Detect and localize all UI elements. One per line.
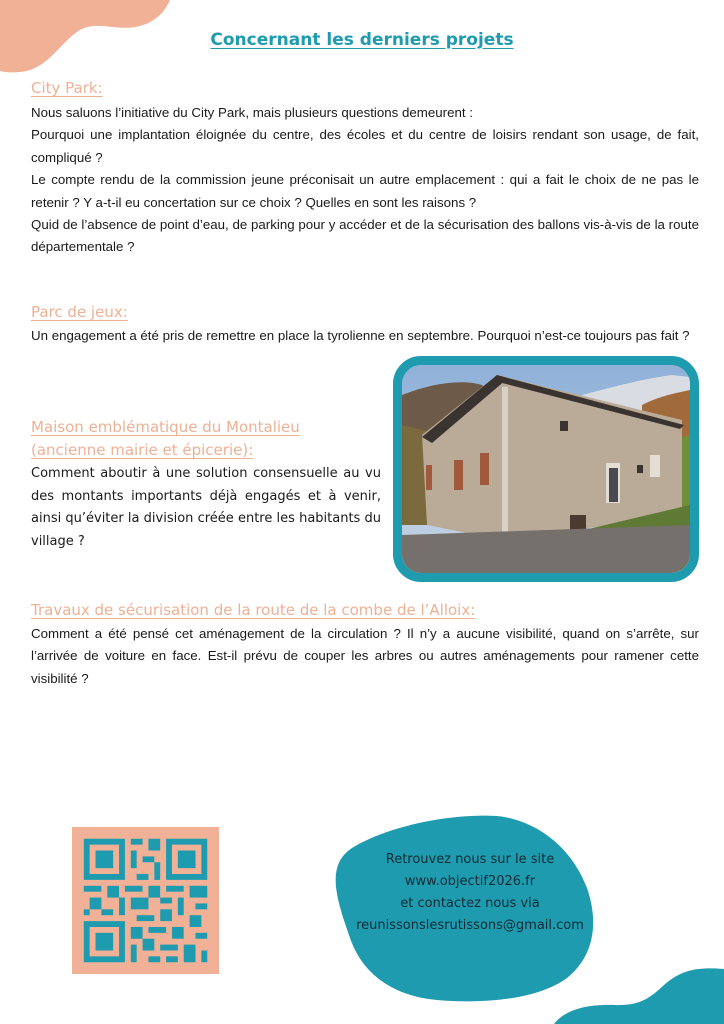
paragraph-line: Pourquoi une implantation éloignée du centre, des écoles et du centre de loisirs rendant son usage, de fait, compliqué ? <box>31 127 699 165</box>
section-body-maison <box>31 463 381 553</box>
contact-line-via: et contactez nous via <box>400 896 540 911</box>
section-body-parc-de-jeux <box>31 325 699 347</box>
section-heading-city-park: City Park: <box>31 79 103 97</box>
website-link[interactable]: www.objectif2026.fr <box>404 874 536 889</box>
section-heading-travaux: Travaux de sécurisation de la route de la combe de l’Alloix: <box>31 601 476 619</box>
qr-code[interactable] <box>72 827 219 974</box>
section-heading-parc-de-jeux: Parc de jeux: <box>31 303 128 321</box>
paragraph-line: Comment aboutir à une solution consensuelle au vu des montants importants déjà engagés et à venir, ainsi qu’éviter la division créée entre les habitants du village ? <box>31 466 381 549</box>
paragraph-line: Quid de l’absence de point d’eau, de parking pour y accéder et de la sécurisation des ballons vis-à-vis de la route départementale ? <box>31 217 699 255</box>
paragraph-line: Comment a été pensé cet aménagement de la circulation ? Il n’y a aucune visibilité, quand on s’arrête, sur l’arrivée de voiture en face. Est-il prévu de couper les arbres ou autres aménagements pour ramener cette visibilité ? <box>31 626 699 686</box>
section-body-city-park <box>31 102 699 259</box>
page-title: Concernant les derniers projets <box>210 30 514 50</box>
section-body-travaux <box>31 623 699 690</box>
paragraph-line: Nous saluons l’initiative du City Park, mais plusieurs questions demeurent : <box>31 105 473 120</box>
section-heading-maison-line2: (ancienne mairie et épicerie): <box>31 441 254 459</box>
house-photo <box>393 356 699 582</box>
paragraph-line: Un engagement a été pris de remettre en place la tyrolienne en septembre. Pourquoi n’est-ce toujours pas fait ? <box>31 328 690 343</box>
house-illustration <box>402 365 690 573</box>
paragraph-line: Le compte rendu de la commission jeune préconisait un autre emplacement : qui a fait le choix de ne pas le retenir ? Y a-t-il eu concertation sur ce choix ? Quelles en sont les raisons ? <box>31 172 699 210</box>
email-link[interactable]: reunissonslesrutissons@gmail.com <box>356 918 584 933</box>
qr-code-icon <box>72 827 219 974</box>
section-heading-maison-line1: Maison emblématique du Montalieu <box>31 418 300 436</box>
contact-info <box>340 849 600 937</box>
contact-line-site: Retrouvez nous sur le site <box>385 852 555 867</box>
